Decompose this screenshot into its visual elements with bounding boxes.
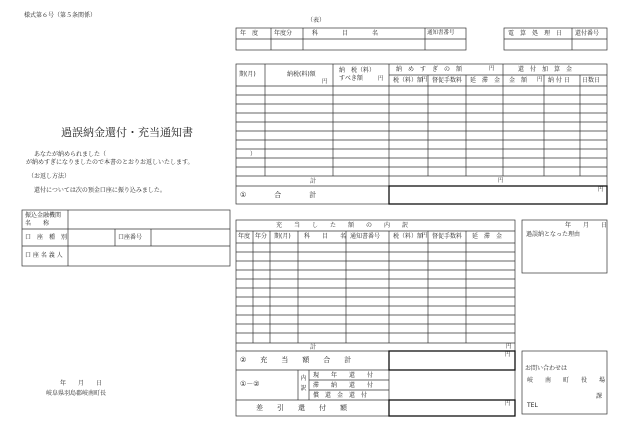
yen-sub-refund: 円 (537, 77, 543, 83)
header-fiscal-year: 年 度 (240, 29, 259, 37)
contact-tel: TEL (527, 402, 538, 409)
issue-date: 年 月 日 (60, 380, 103, 387)
alloc-col-year-portion: 年分 (255, 233, 268, 240)
refund-total-yen: 円 (598, 187, 604, 193)
difference-label: ①－② (240, 380, 260, 388)
header-subject-name: 科 目 名 (312, 29, 379, 37)
reason-date: 年 月 日 (565, 222, 608, 229)
account-number-label: 口座番号 (118, 234, 143, 241)
yen-overpaid: 円 (489, 66, 495, 72)
sub-payment-date: 納 付 日 (548, 77, 570, 84)
breakdown-repayment: 償 還 金 還 付 (313, 391, 368, 399)
alloc-col-period: 期(月) (274, 233, 291, 240)
header-refund-number: 還付番号 (575, 29, 600, 37)
notice-body-line2: が納めすぎになりましたので本書のとおりお返しいたします。 (26, 159, 194, 166)
notice-body-line1: あなたが納められました（ ） (34, 151, 257, 158)
sub-tax-amount: 税（料）額 (393, 77, 424, 84)
return-method-label: （お返し方法） (28, 173, 71, 180)
sub-refund-amount: 金 額 (509, 77, 528, 84)
bank-transfer-note: 還付については次の預金口座に振り込みました。 (34, 187, 166, 194)
alloc-col-demand-fee: 督促手数料 (432, 233, 463, 240)
sub-late-fee: 延 滞 金 (470, 77, 501, 84)
net-refund-yen: 円 (505, 401, 511, 407)
sub-days: 日数日 (582, 77, 601, 84)
allocation-total-label: ② 充 当 額 合 計 (240, 356, 352, 364)
issuer-name: 岐阜県羽島郡岐南町長 (46, 390, 107, 397)
alloc-col-year: 年度 (238, 233, 251, 240)
refund-subtotal-label: 計 (310, 177, 317, 185)
header-notice-number: 通知書番号 (427, 30, 455, 36)
refund-total-label: ① 合 計 (240, 191, 317, 199)
group-overpaid: 納 め す ぎ の 額 (396, 66, 463, 73)
alloc-col-tax: 税（料）額 (393, 233, 424, 240)
account-type-label: 口 座 種 別 (25, 234, 68, 241)
col-tax-paid: 納税(料)額 (287, 71, 316, 78)
notice-title: 過誤納金還付・充当通知書 (61, 126, 193, 139)
contact-dept: 課 (596, 393, 603, 400)
group-refund-surcharge: 還 付 加 算 金 (518, 66, 573, 73)
contact-office: 岐 南 町 役 場 (527, 377, 606, 384)
allocation-total-yen: 円 (505, 352, 511, 358)
col-tax-due: 納 税（料） すべき額 (339, 67, 376, 82)
breakdown-label: 内 訳 (300, 375, 307, 393)
breakdown-arrears: 滞 納 還 付 (313, 381, 374, 389)
reason-label: 過誤納となった理由 (526, 231, 581, 238)
sub-demand-fee: 督促手数料 (432, 77, 463, 84)
alloc-subtotal-yen: 円 (506, 344, 512, 350)
alloc-subtotal-label: 計 (310, 344, 317, 351)
net-refund-label: 差 引 還 付 額 (256, 404, 347, 412)
refund-subtotal-yen: 円 (498, 177, 504, 184)
alloc-col-late-fee: 延 滞 金 (472, 233, 503, 240)
alloc-yen-tax: 円 (422, 233, 428, 239)
alloc-col-notice-no: 通知書番号 (350, 233, 381, 240)
bank-name-label: 振込金融機関 名 称 (25, 212, 62, 227)
header-processing-date: 電 算 処 理 日 (508, 29, 563, 37)
breakdown-current-year: 現 年 還 付 (313, 371, 374, 379)
account-holder-label: 口 座 名 義 人 (25, 252, 63, 259)
allocation-title: 充 当 し た 額 の 内 訳 (276, 222, 409, 229)
alloc-col-subject: 科 目 名 (304, 233, 347, 240)
form-number-label: 様式第６号（第５条関係） (24, 12, 97, 19)
yen-tax-due: 円 (378, 76, 384, 82)
header-year-portion: 年度分 (274, 29, 293, 37)
front-side-label: （表） (307, 17, 326, 24)
yen-sub-tax: 円 (422, 77, 428, 83)
contact-title: お問い合わせは (525, 365, 568, 372)
yen-tax-paid: 円 (322, 79, 328, 85)
col-period: 期(月) (239, 71, 256, 78)
